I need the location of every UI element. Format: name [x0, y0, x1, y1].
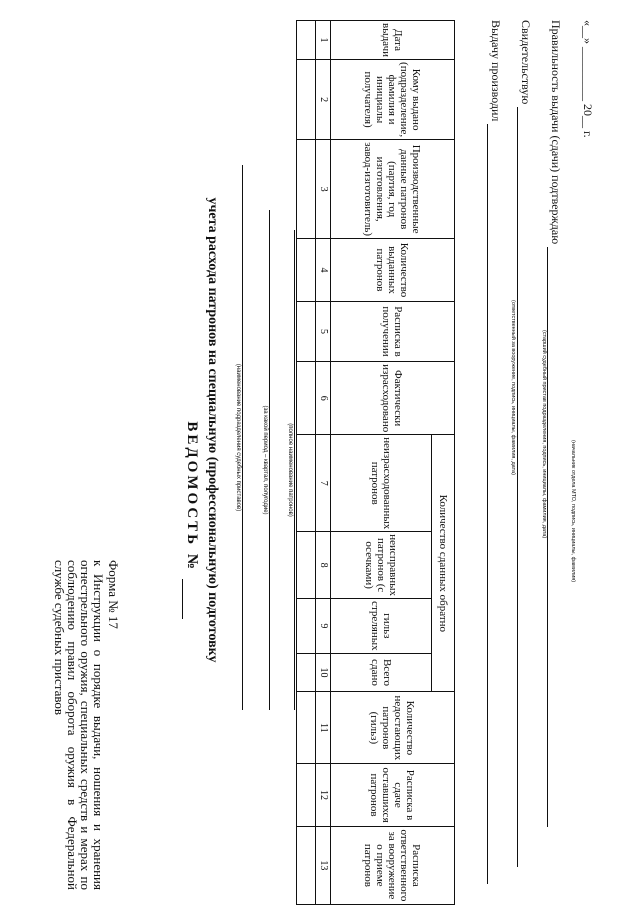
col-number: 1	[316, 21, 331, 60]
header-issued-count: Количество выданных патронов	[331, 239, 455, 302]
header-missing-casings: Количество недостающих патронов (гильз)	[331, 692, 455, 764]
witness-fill	[517, 107, 533, 867]
issued-line	[487, 20, 503, 900]
header-actually-spent: Фактически израсходовано	[331, 362, 455, 435]
unit-line	[242, 165, 243, 710]
form-note-text: к Инструкции о порядке выдачи, ношения и хранения огнестрельного оружия, специальных средств и мерах по соблюдению правил оборота оружия в Федеральной службе судебных приставов	[52, 560, 106, 890]
col-number: 11	[316, 692, 331, 764]
form-note	[53, 560, 120, 890]
cartridge-caption: (полное наименование патронов)	[287, 423, 293, 517]
confirm-line	[547, 20, 563, 900]
col-number: 7	[316, 435, 331, 532]
col-number: 10	[316, 653, 331, 692]
title-number-line	[182, 579, 200, 619]
col-number: 13	[316, 826, 331, 904]
header-total-returned: Всего сдано	[331, 653, 432, 692]
confirm-fill	[547, 247, 563, 827]
confirm-caption: (начальник отдела МТО, подпись, инициалы, фамилия)	[570, 440, 576, 583]
period-line	[269, 210, 270, 710]
col-number: 8	[316, 532, 331, 599]
confirm-label: Правильность выдачи (сдачи) подтверждаю	[549, 20, 563, 245]
title-text: ВЕДОМОСТЬ №	[184, 421, 200, 572]
col-number: 5	[316, 301, 331, 361]
header-receipt-responsible: Расписка ответственного за вооружение о приеме патронов	[331, 826, 455, 904]
col-number: 3	[316, 140, 331, 239]
cartridge-line	[294, 230, 295, 710]
col-number: 2	[316, 60, 331, 140]
header-receipt-received: Расписка в получении	[331, 301, 455, 361]
col-number: 12	[316, 764, 331, 827]
header-receipt-returned: Расписка в сдаче оставшихся патронов	[331, 764, 455, 827]
form-number: Форма № 17	[106, 560, 121, 629]
witness-line	[517, 20, 533, 900]
header-manufacturer: Производственные данные патронов (партия, год изготовления, завод-изготовитель)	[331, 140, 455, 239]
date-line: «__» _________ 20__ г.	[581, 20, 595, 138]
col-number: 4	[316, 239, 331, 302]
issued-fill	[487, 124, 503, 884]
header-to-whom: Кому выдано (подразделение, фамилия и инициалы получателя)	[331, 60, 455, 140]
col-number: 6	[316, 362, 331, 435]
header-unspent: неизрасходованных патронов	[331, 435, 432, 532]
document-subtitle: учета расхода патронов на специальную (профессиональную) подготовку	[205, 197, 220, 663]
header-date: Дата выдачи	[331, 21, 455, 60]
cartridge-table	[296, 20, 455, 905]
table-row-empty	[297, 21, 316, 60]
witness-caption: (старший судебный пристав подразделения, подпись, инициалы, фамилия, дата)	[541, 330, 547, 539]
issued-label: Выдачу производил	[489, 20, 503, 122]
document-title	[182, 320, 200, 720]
witness-label: Свидетельствую	[519, 20, 533, 105]
header-casings: гильз стреляных	[331, 599, 432, 654]
col-number: 9	[316, 599, 331, 654]
unit-caption: (наименование подразделения судебных приставов)	[235, 363, 241, 512]
issued-caption: (ответственный за вооружение, подпись, инициалы, фамилия, дата)	[510, 300, 516, 475]
header-returned-group: Количество сданных обратно	[432, 435, 455, 692]
period-caption: (за какой период – квартал, полугодие)	[262, 405, 268, 515]
header-misfire: неисправных патронов (с осечками)	[331, 532, 432, 599]
